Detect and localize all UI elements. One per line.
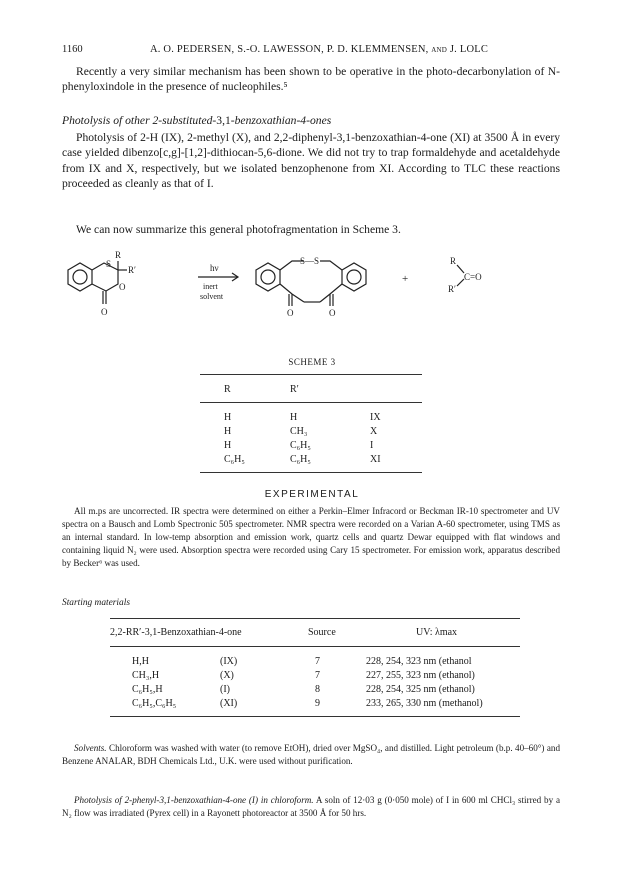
- section-paragraph: [62, 130, 560, 192]
- product-r-prime: R′: [448, 284, 456, 294]
- table-cell: IX: [370, 412, 381, 423]
- atom-label-dione-o-left: O: [287, 308, 294, 318]
- table-cell: CH₃,H: [132, 670, 160, 681]
- table-cell: 227, 255, 323 nm (ethanol): [366, 670, 475, 681]
- table-rule-bottom: [110, 716, 520, 717]
- table-cell: C₆H₅: [290, 440, 311, 451]
- table-rule-top: [110, 618, 520, 619]
- intro-paragraph: [62, 64, 560, 95]
- table-header-source: Source: [308, 627, 336, 638]
- table-cell: (IX): [220, 656, 238, 667]
- table-cell: C₆H₅: [224, 454, 245, 465]
- table-cell: CH₃: [290, 426, 308, 437]
- table-cell: 233, 265, 330 nm (methanol): [366, 698, 483, 709]
- table-cell: C₆H₅,H: [132, 684, 163, 695]
- atom-label-ring-o: O: [119, 282, 126, 292]
- reagent-solvent: solvent: [200, 292, 224, 301]
- photolysis-paragraph: [62, 794, 560, 820]
- reagent-inert: inert: [203, 282, 218, 291]
- summary-paragraph: [62, 222, 560, 237]
- table-rule-mid: [110, 646, 520, 647]
- carbonyl-product: [448, 256, 482, 294]
- page-number: 1160: [62, 44, 83, 55]
- section-heading-suffix: -benzoxathian-4-ones: [230, 114, 332, 127]
- table-rule-top: [200, 374, 422, 375]
- summary-text: We can now summarize this general photofragmentation in Scheme 3.: [76, 223, 401, 236]
- atom-label-s-s: S—S: [300, 256, 320, 266]
- product-carbonyl: C=O: [464, 272, 482, 282]
- atom-label-r-prime: R′: [128, 265, 136, 275]
- scheme-3-diagram: [60, 242, 564, 354]
- table-cell: 8: [315, 684, 320, 695]
- intro-text: Recently a very similar mechanism has been shown to be operative in the photo-decarbonylation of N-phenyloxindole in the presence of nucleophiles.⁵: [62, 65, 560, 94]
- table-cell: H,H: [132, 656, 149, 667]
- atom-label-dione-o-right: O: [329, 308, 336, 318]
- table-cell: 228, 254, 323 nm (ethanol: [366, 656, 472, 667]
- solvents-text: Chloroform was washed with water (to remove EtOH), dried over MgSO₄, and distilled. Light petroleum (b.p. 40–60°) and Benzene ANALAR, BDH Chemicals Ltd., U.K. were used without purification.: [62, 743, 560, 766]
- table-cell: I: [370, 440, 374, 451]
- table-cell: H: [290, 412, 298, 423]
- table-cell: H: [224, 426, 232, 437]
- table-rule-bottom: [200, 472, 422, 473]
- atom-label-s: S: [106, 259, 112, 269]
- benzoxathianone-structure: [68, 250, 136, 317]
- experimental-heading: EXPERIMENTAL: [264, 489, 360, 500]
- product-r: R: [450, 256, 457, 266]
- starting-materials-heading: Starting materials: [62, 598, 130, 608]
- table-cell: C₆H₅,C₆H₅: [132, 698, 177, 709]
- photolysis-text: A soln of 12·03 g (0·050 mole) of I in 600 ml CHCl₃ stirred by a N₂ flow was irradiated (Pyrex cell) in a Rayonett photoreactor at 3500 Å for 50 hrs.: [62, 795, 560, 818]
- section-heading-numbers: 3,1: [216, 114, 231, 127]
- section-heading: [62, 114, 331, 127]
- reagent-hv: hν: [210, 263, 219, 273]
- section-text: Photolysis of 2-H (IX), 2-methyl (X), and 2,2-diphenyl-3,1-benzoxathian-4-one (XI) at 3500 Å in every case yielded dibenzo[c,g]-[1,2]-dithiocan-5,6-dione. We did not try to trap formaldehyde and acetaldehyde from IX and X, respectively, but we isolated benzophenone from XI. According to TLC these reactions proceeded as cleanly as that of I.: [62, 131, 560, 191]
- table-cell: 228, 254, 325 nm (ethanol): [366, 684, 475, 695]
- table-header-compound: 2,2-RR′-3,1-Benzoxathian-4-one: [110, 627, 242, 638]
- table-header-uv: UV: λmax: [416, 627, 458, 638]
- table-cell: H: [224, 440, 232, 451]
- table-cell: (I): [220, 684, 230, 695]
- atom-label-carbonyl-o: O: [101, 307, 108, 317]
- dithiocan-dione-structure: [256, 256, 366, 318]
- plus-sign: +: [402, 273, 409, 285]
- author-line: A. O. PEDERSEN, S.-O. LAWESSON, P. D. KLEMMENSEN, and J. LOLC: [150, 44, 489, 55]
- reaction-arrow: [198, 263, 238, 301]
- photolysis-lead: Photolysis of 2-phenyl-3,1-benzoxathian-4-one (I) in chloroform.: [74, 795, 314, 805]
- atom-label-r: R: [115, 250, 122, 260]
- experimental-paragraph: [62, 505, 560, 570]
- experimental-text: All m.ps are uncorrected. IR spectra were determined on either a Perkin–Elmer Infracord or Beckman IR-10 spectrometer and UV spectra on a Bausch and Lomb Spectronic 505 spectrometer. NMR spectra were recorded on a Varian A-60 spectrometer, using TMS as an internal standard. In low-temp absorption and emission work, quartz cells and quartz Dewar equipped with flat windows and containing liquid N₂ were used. Absorption spectra were recorded using Cary 15 spectrometer. For emission work, apparatus described by Becker⁶ was used.: [62, 506, 560, 568]
- solvents-lead: Solvents.: [74, 743, 107, 753]
- table-rule-mid: [200, 402, 422, 403]
- table-cell: X: [370, 426, 378, 437]
- table-cell: H: [224, 412, 232, 423]
- table-cell: C₆H₅: [290, 454, 311, 465]
- solvents-paragraph: [62, 742, 560, 768]
- table-cell: XI: [370, 454, 381, 465]
- section-heading-prefix: Photolysis of other 2-substituted-: [62, 114, 217, 127]
- table-cell: 7: [315, 656, 320, 667]
- table-cell: 7: [315, 670, 320, 681]
- table-cell: 9: [315, 698, 320, 709]
- table-cell: (X): [220, 670, 234, 681]
- table-header-r: R: [224, 384, 231, 395]
- scheme-label: SCHEME 3: [288, 357, 336, 367]
- table-cell: (XI): [220, 698, 238, 709]
- table-header-r-prime: R′: [290, 384, 299, 395]
